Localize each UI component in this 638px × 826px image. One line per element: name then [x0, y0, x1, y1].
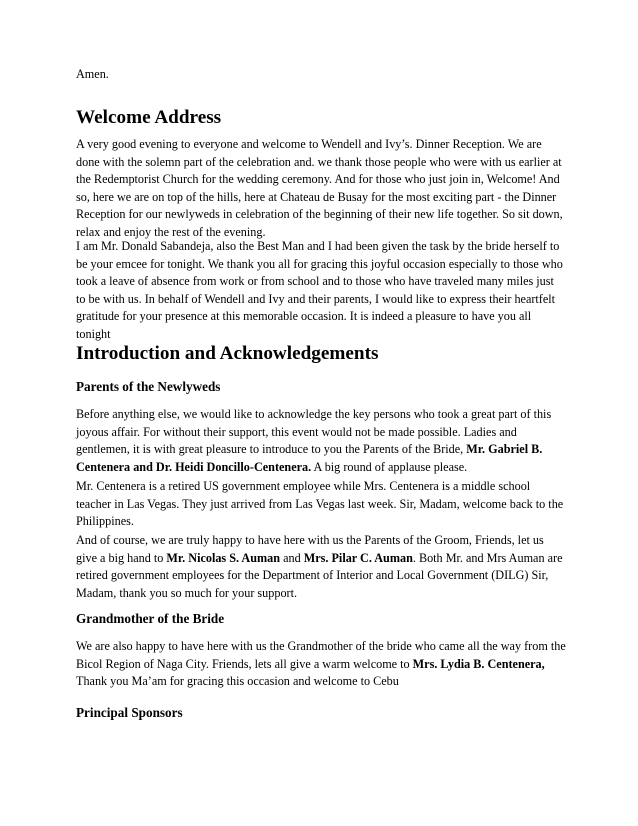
welcome-paragraph-2: I am Mr. Donald Sabandeja, also the Best Man and I had been given the task by the bride herself to be your emcee for tonight. We thank you all for gracing this joyful occasion especially to those who took a leave of absence from work or from school and to those who have traveled many miles just to be with us. In behalf of Wendell and Ivy and their parents, I would like to express their heartfelt gratitude for your presence at this memorable occasion. It is indeed a pleasure to have you all tonight: [76, 239, 563, 341]
grandmother-heading: Grandmother of the Bride: [76, 611, 225, 626]
sponsors-heading: Principal Sponsors: [76, 705, 183, 720]
parents-p3-text-a: And of course, we are truly happy to have here with us the Parents of the Groom, Friends, let us give a big hand to: [76, 533, 544, 565]
parents-p1-text-a: Before anything else, we would like to acknowledge the key persons who took a great part of this joyous affair. For without their support, this event would not be made possible. Ladies and gentlemen, it is with great pleasure to introduce to you the Parents of the Bride,: [76, 407, 552, 457]
bride-parents-names: Mr. Gabriel B. Centenera and Dr. Heidi Doncillo-Centenera.: [76, 442, 543, 474]
grandmother-text-a: We are also happy to have here with us the Grandmother of the bride who came all the way from the Bicol Region of Naga City. Friends, lets all give a warm welcome to: [76, 639, 566, 671]
parents-p3-text-c: and: [280, 550, 304, 565]
intro-heading: Introduction and Acknowledgements: [76, 343, 379, 364]
parents-paragraph-3: [76, 532, 566, 602]
grandmother-paragraph: [76, 638, 566, 691]
groom-mother-name: Mrs. Pilar C. Auman: [303, 550, 413, 565]
parents-paragraph-1: [76, 406, 566, 476]
parents-p3-text-e: . Both Mr. and Mrs Auman are retired government employees for the Department of Interior and Local Government (DILG) Sir, Madam, thank you so much for your support.: [76, 550, 563, 600]
grandmother-name: Mrs. Lydia B. Centenera,: [412, 656, 545, 671]
welcome-paragraph-1: A very good evening to everyone and welcome to Wendell and Ivy’s. Dinner Reception. We are done with the solemn part of the celebration and. we thank those people who were with us earlier at the Redemptorist Church for the wedding ceremony. And for those who just join in, Welcome! And so, here we are on top of the hills, here at Chateau de Busay for the most exciting part - the Dinner Reception for our newlyweds in celebration of the beginning of their new life together. So sit down, relax and enjoy the rest of the evening.: [76, 137, 563, 239]
parents-paragraph-2: Mr. Centenera is a retired US government employee while Mrs. Centenera is a middle school teacher in Las Vegas. They just arrived from Las Vegas last week. Sir, Madam, welcome back to the Philippines.: [76, 479, 564, 529]
grandmother-text-c: Thank you Ma’am for gracing this occasion and welcome to Cebu: [76, 674, 399, 689]
parents-heading: Parents of the Newlyweds: [76, 379, 221, 394]
groom-father-name: Mr. Nicolas S. Auman: [166, 550, 281, 565]
welcome-heading: Welcome Address: [76, 107, 222, 128]
parents-p1-text-c: A big round of applause please.: [311, 459, 468, 474]
amen-text: Amen.: [76, 67, 109, 81]
